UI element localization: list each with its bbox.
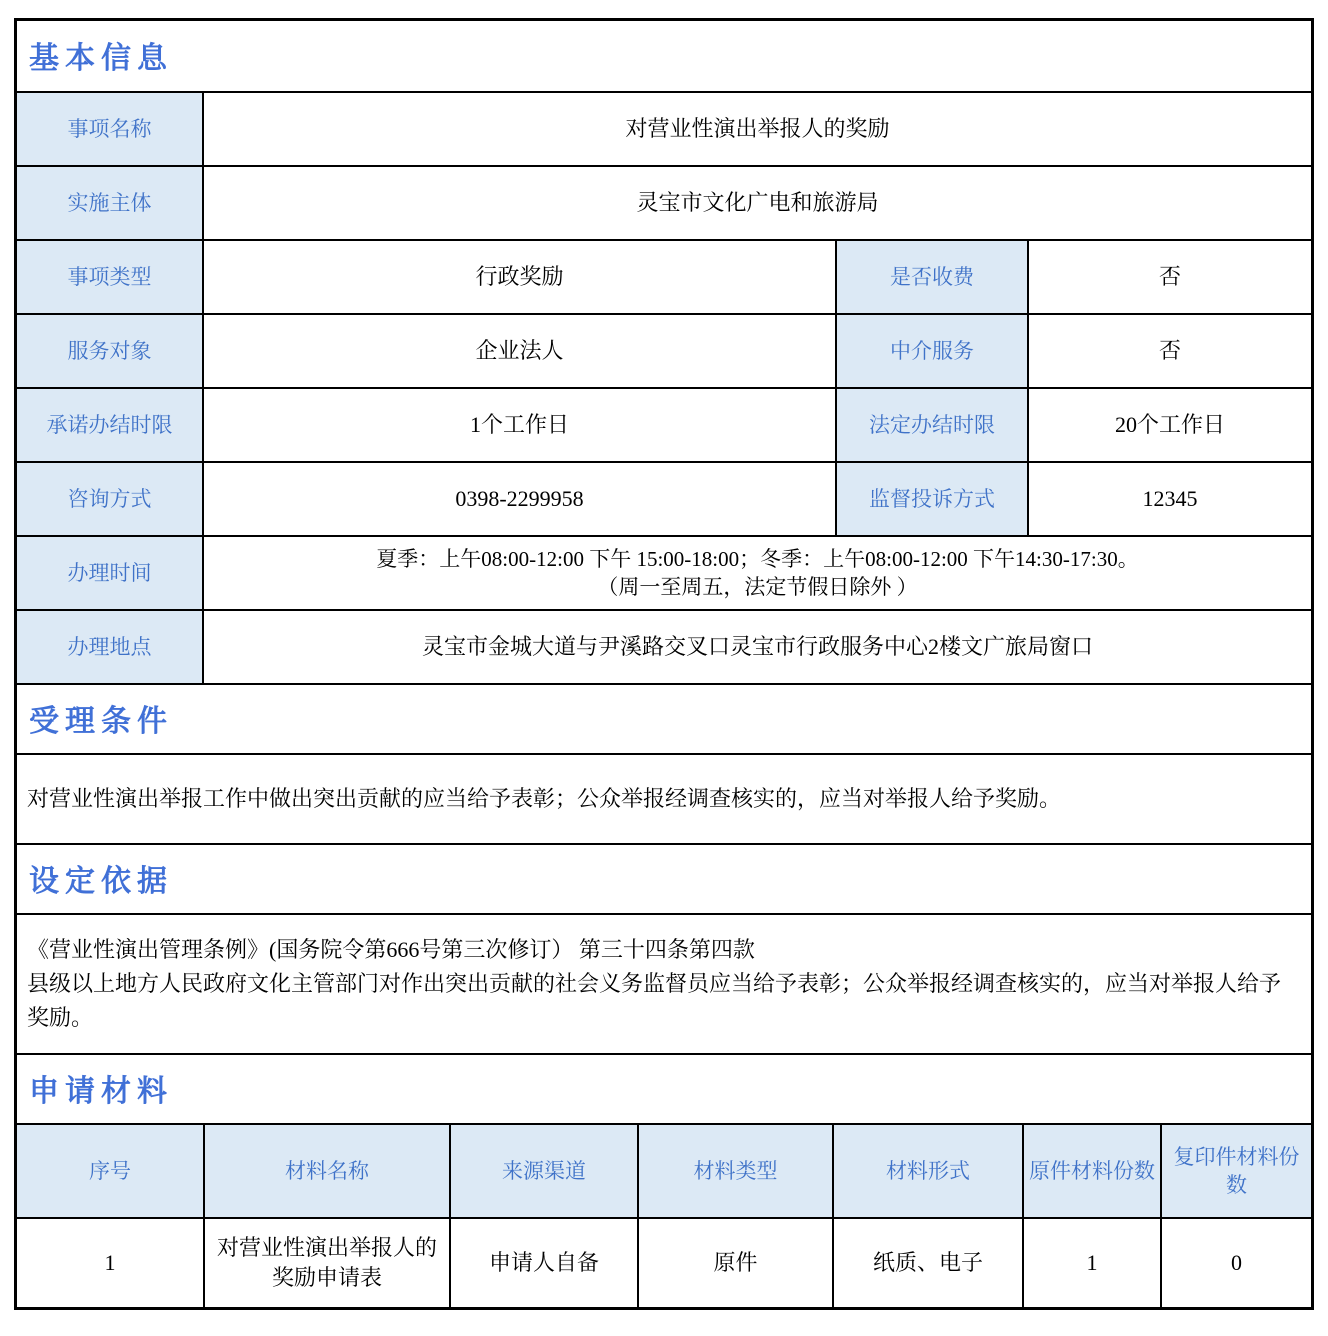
label-charge: 是否收费 xyxy=(835,241,1027,313)
value-service-target: 企业法人 xyxy=(202,315,835,387)
label-promised-time-limit: 承诺办结时限 xyxy=(17,389,202,461)
row-item-type-charge xyxy=(17,239,1311,313)
material-type: 原件 xyxy=(637,1219,832,1307)
value-item-name: 对营业性演出举报人的奖励 xyxy=(202,93,1311,165)
material-name: 对营业性演出举报人的奖励申请表 xyxy=(203,1219,449,1307)
section-title-materials: 申请材料 xyxy=(29,1075,173,1108)
value-promised-time-limit: 1个工作日 xyxy=(202,389,835,461)
section-title-acceptance: 受理条件 xyxy=(29,705,173,738)
row-contact-methods xyxy=(17,461,1311,535)
label-service-target: 服务对象 xyxy=(17,315,202,387)
label-item-name: 事项名称 xyxy=(17,93,202,165)
basis-line1: 《营业性演出管理条例》(国务院令第666号第三次修订） 第三十四条第四款 xyxy=(27,936,755,962)
materials-header-copies: 复印件材料份数 xyxy=(1160,1125,1311,1217)
row-processing-location xyxy=(17,609,1311,683)
value-statutory-time-limit: 20个工作日 xyxy=(1027,389,1311,461)
row-service-target-intermediary xyxy=(17,313,1311,387)
label-processing-location: 办理地点 xyxy=(17,611,202,683)
materials-header-name: 材料名称 xyxy=(203,1125,449,1217)
materials-header-originals: 原件材料份数 xyxy=(1022,1125,1160,1217)
value-charge: 否 xyxy=(1027,241,1311,313)
materials-header-seq: 序号 xyxy=(17,1125,203,1217)
basis-content-row xyxy=(17,913,1311,1053)
acceptance-content-row xyxy=(17,753,1311,843)
material-form: 纸质、电子 xyxy=(832,1219,1022,1307)
processing-time-line2: （周一至周五，法定节假日除外 ） xyxy=(597,575,918,599)
material-originals-count: 1 xyxy=(1022,1219,1160,1307)
value-processing-location: 灵宝市金城大道与尹溪路交叉口灵宝市行政服务中心2楼文广旅局窗口 xyxy=(202,611,1311,683)
value-intermediary-service: 否 xyxy=(1027,315,1311,387)
basis-line2: 县级以上地方人民政府文化主管部门对作出突出贡献的社会义务监督员应当给予表彰；公众举报经调查核实的，应当对举报人给予奖励。 xyxy=(27,970,1282,1031)
row-processing-time xyxy=(17,535,1311,609)
material-copies-count: 0 xyxy=(1160,1219,1311,1307)
material-source: 申请人自备 xyxy=(449,1219,637,1307)
label-implementing-entity: 实施主体 xyxy=(17,167,202,239)
materials-table-header-row xyxy=(17,1123,1311,1217)
materials-table-data-row xyxy=(17,1217,1311,1307)
row-implementing-entity xyxy=(17,165,1311,239)
label-processing-time: 办理时间 xyxy=(17,537,202,609)
value-processing-time xyxy=(202,537,1311,609)
value-consultation-phone: 0398-2299958 xyxy=(202,463,835,535)
materials-header-form: 材料形式 xyxy=(832,1125,1022,1217)
section-basic-info-header xyxy=(17,21,1311,91)
section-materials-header xyxy=(17,1053,1311,1123)
section-basis-header xyxy=(17,843,1311,913)
basis-content xyxy=(17,919,1311,1049)
label-statutory-time-limit: 法定办结时限 xyxy=(835,389,1027,461)
value-implementing-entity: 灵宝市文化广电和旅游局 xyxy=(202,167,1311,239)
processing-time-line1: 夏季：上午08:00-12:00 下午 15:00-18:00；冬季：上午08:00-12:00 下午14:30-17:30。 xyxy=(376,546,1139,571)
label-item-type: 事项类型 xyxy=(17,241,202,313)
row-item-name xyxy=(17,91,1311,165)
service-info-document xyxy=(14,18,1314,1310)
materials-header-source: 来源渠道 xyxy=(449,1125,637,1217)
value-supervision-complaint-phone: 12345 xyxy=(1027,463,1311,535)
label-consultation-method: 咨询方式 xyxy=(17,463,202,535)
materials-header-type: 材料类型 xyxy=(637,1125,832,1217)
acceptance-content: 对营业性演出举报工作中做出突出贡献的应当给予表彰；公众举报经调查核实的，应当对举报人给予奖励。 xyxy=(27,785,1062,811)
value-item-type: 行政奖励 xyxy=(202,241,835,313)
section-acceptance-header xyxy=(17,683,1311,753)
section-title-basic-info: 基本信息 xyxy=(29,42,173,75)
section-title-basis: 设定依据 xyxy=(29,865,173,898)
label-supervision-complaint: 监督投诉方式 xyxy=(835,463,1027,535)
row-time-limits xyxy=(17,387,1311,461)
label-intermediary-service: 中介服务 xyxy=(835,315,1027,387)
material-seq: 1 xyxy=(104,1250,116,1276)
